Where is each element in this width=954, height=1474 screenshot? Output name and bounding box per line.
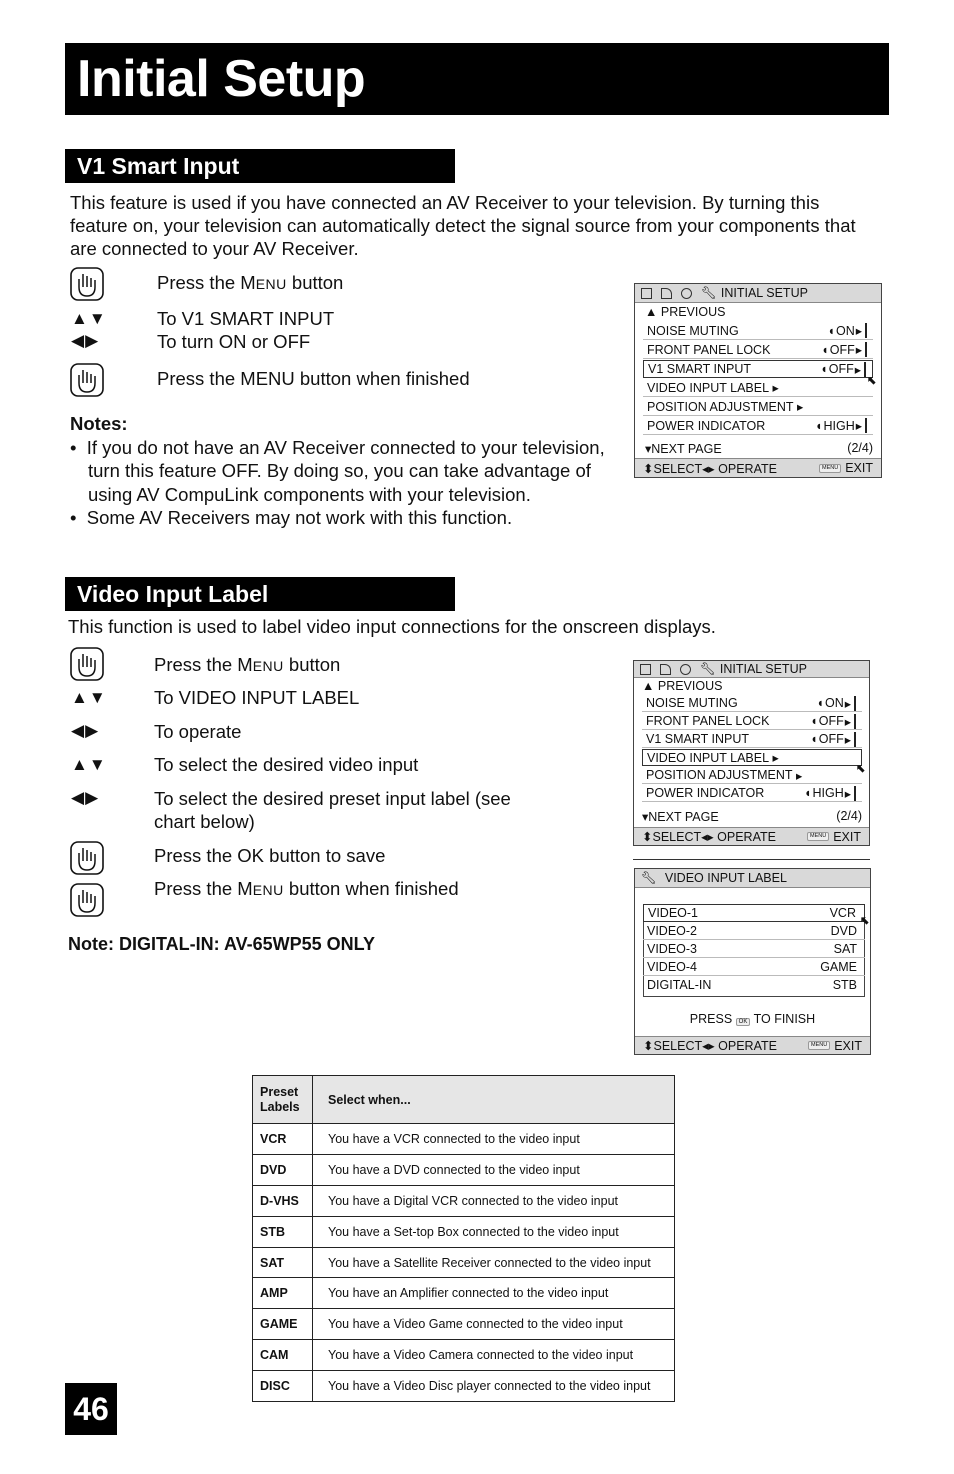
preset-labels-table: [252, 1075, 675, 1402]
osd-row-power-indicator: POWER INDICATOR ◖ HIGH ▸: [643, 417, 873, 435]
osd-row-noise-muting: NOISE MUTING ◖ ON ▸: [642, 695, 862, 712]
osd-next-page: ▾NEXT PAGE: [642, 810, 719, 824]
preset-label-cell: CAM: [253, 1340, 313, 1371]
osd-row-v1-smart-input: V1 SMART INPUT ◖ OFF ▸: [642, 731, 862, 748]
ok-button-chip: OK: [736, 1018, 751, 1026]
table-row: [253, 1247, 675, 1278]
press-ok-to-finish: PRESS OK TO FINISH: [689, 1012, 816, 1026]
preset-label-cell: GAME: [253, 1309, 313, 1340]
osd-footer: ⬍SELECT◂▸ OPERATE MENU EXIT: [634, 827, 869, 845]
up-down-arrows-icon: ▲▼: [71, 755, 107, 774]
osd-title: INITIAL SETUP: [719, 662, 807, 676]
osd-row-front-panel-lock: FRONT PANEL LOCK ◖ OFF ▸: [642, 713, 862, 730]
table-row: [253, 1185, 675, 1216]
table-row: [253, 1154, 675, 1185]
setup-icon: 🔧︎: [641, 870, 657, 885]
flag-icon: [661, 288, 672, 299]
ok-button-hand-icon: [70, 841, 104, 875]
tv-icon: [641, 288, 652, 299]
osd-previous: ▲ PREVIOUS: [645, 305, 726, 319]
table-header-row: [253, 1076, 675, 1124]
left-right-arrows-icon: ◀▶: [71, 331, 100, 350]
osd-footer: ⬍SELECT◂▸ OPERATE MENU EXIT: [635, 458, 881, 477]
table-row: [253, 1340, 675, 1371]
note-item: • Some AV Receivers may not work with this function.: [70, 506, 513, 528]
v1-step-toggle: To turn ON or OFF: [157, 331, 311, 352]
osd-row-noise-muting: NOISE MUTING ◖ ON ▸: [643, 322, 873, 340]
osd-video-input-label-menu: [634, 868, 871, 1055]
label-row: VIDEO-4 GAME: [643, 958, 865, 976]
label-row-video-1-selected: VIDEO-1 VCR: [643, 904, 865, 922]
note-item: • If you do not have an AV Receiver connected to your television, turn this feature OFF. By doing so, you can take advantage of using AV CompuLink components with your television.: [70, 437, 605, 505]
osd-header: [634, 661, 869, 678]
table-header-select-when: Select when...: [313, 1076, 675, 1124]
menu-button-chip: MENU: [819, 464, 841, 473]
osd-title: INITIAL SETUP: [720, 286, 808, 300]
menu-button-hand-icon: [70, 363, 104, 397]
vil-step-finish: Press the MENU button when finished: [154, 878, 459, 899]
label-row: DIGITAL-IN STB: [647, 978, 857, 992]
select-hint: ⬍SELECT◂▸ OPERATE: [642, 830, 776, 844]
page-title-bar: [65, 43, 889, 115]
osd-page-indicator: (2/4): [836, 809, 862, 823]
osd-next-page: ▾NEXT PAGE: [645, 442, 722, 456]
tv-icon: [640, 664, 651, 675]
v1-step-select-item: To V1 SMART INPUT: [157, 308, 335, 329]
osd-initial-setup-menu-2: [633, 660, 870, 846]
vil-step-select-item: To VIDEO INPUT LABEL: [154, 687, 360, 708]
select-when-cell: You have a Video Game connected to the video input: [313, 1309, 675, 1340]
v1-step-finish: Press the MENU button when finished: [157, 368, 470, 389]
osd-row-position-adjustment: POSITION ADJUSTMENT ▸: [643, 398, 873, 416]
table-row: [253, 1371, 675, 1402]
page-number: 46: [65, 1383, 117, 1435]
vil-step-operate: To operate: [154, 721, 242, 742]
osd-row-position-adjustment: POSITION ADJUSTMENT ▸: [642, 767, 862, 784]
menu-button-hand-icon: [70, 883, 104, 917]
table-row: [253, 1216, 675, 1247]
page-title: Initial Setup: [77, 50, 366, 108]
section-heading-v1-smart-input: V1 Smart Input: [65, 149, 455, 183]
preset-label-cell: VCR: [253, 1124, 313, 1155]
preset-label-cell: D-VHS: [253, 1185, 313, 1216]
select-when-cell: You have a Video Camera connected to the video input: [313, 1340, 675, 1371]
cursor-icon: ⬉: [860, 915, 870, 927]
vil-step-press-menu: Press the MENU button: [154, 654, 341, 675]
v1-step-press-menu: Press the MENU button: [157, 272, 344, 293]
osd-row-front-panel-lock: FRONT PANEL LOCK ◖ OFF ▸: [643, 341, 873, 359]
vil-intro-text: This function is used to label video input connections for the onscreen displays.: [68, 616, 716, 637]
select-when-cell: You have an Amplifier connected to the video input: [313, 1278, 675, 1309]
osd-page-indicator: (2/4): [847, 441, 873, 455]
menu-button-hand-icon: [70, 647, 104, 681]
select-when-cell: You have a Satellite Receiver connected to the video input: [313, 1247, 675, 1278]
menu-button-chip: MENU: [807, 832, 829, 841]
vil-step-select-label: To select the desired preset input label (see chart below): [154, 788, 511, 832]
notes-list: [70, 436, 610, 529]
flag-icon: [660, 664, 671, 675]
preset-label-cell: AMP: [253, 1278, 313, 1309]
vil-model-note: Note: DIGITAL-IN: AV-65WP55 ONLY: [68, 934, 376, 954]
label-row: VIDEO-3 SAT: [643, 940, 865, 958]
table-header-preset-labels: Preset Labels: [253, 1076, 313, 1124]
left-right-arrows-icon: ◀▶: [71, 721, 100, 740]
osd-footer: ⬍SELECT◂▸ OPERATE MENU EXIT: [635, 1036, 870, 1054]
table-row: [253, 1124, 675, 1155]
preset-label-cell: STB: [253, 1216, 313, 1247]
table-row: [253, 1309, 675, 1340]
osd-row-video-input-label: VIDEO INPUT LABEL ▸: [643, 379, 873, 397]
section-heading-video-input-label: Video Input Label: [65, 577, 455, 611]
osd-row-v1-smart-input-selected: V1 SMART INPUT ◖ OFF ▸: [643, 360, 873, 378]
select-when-cell: You have a Set-top Box connected to the video input: [313, 1216, 675, 1247]
osd-header: [635, 869, 870, 888]
osd-row-video-input-label-selected: VIDEO INPUT LABEL ▸: [642, 749, 862, 766]
select-when-cell: You have a DVD connected to the video input: [313, 1154, 675, 1185]
table-row: [253, 1278, 675, 1309]
preset-label-cell: DVD: [253, 1154, 313, 1185]
clock-icon: [680, 664, 691, 675]
osd-row-power-indicator: POWER INDICATOR ◖ HIGH ▸: [642, 785, 862, 802]
cursor-icon: ⬉: [856, 763, 866, 775]
up-down-arrows-icon: ▲▼: [71, 309, 107, 328]
menu-button-hand-icon: [70, 267, 104, 301]
clock-icon: [681, 288, 692, 299]
vil-step-select-input: To select the desired video input: [154, 754, 419, 775]
osd-initial-setup-menu-1: [634, 283, 882, 478]
label-row: VIDEO-2 DVD: [643, 922, 865, 940]
menu-button-chip: MENU: [808, 1041, 830, 1050]
osd-title: VIDEO INPUT LABEL: [664, 871, 787, 885]
preset-label-cell: SAT: [253, 1247, 313, 1278]
cursor-icon: ⬉: [867, 375, 877, 387]
osd-header: [635, 284, 881, 303]
select-when-cell: You have a Digital VCR connected to the video input: [313, 1185, 675, 1216]
v1-intro-text: This feature is used if you have connected an AV Receiver to your television. By turning this feature on, your television can automatically detect the signal source from your components that are connected to your AV Receiver.: [70, 192, 856, 259]
up-down-arrows-icon: ▲▼: [71, 688, 107, 707]
setup-icon: 🔧︎: [700, 661, 716, 676]
select-when-cell: You have a VCR connected to the video input: [313, 1124, 675, 1155]
osd-previous: ▲ PREVIOUS: [642, 679, 723, 693]
vil-step-save: Press the OK button to save: [154, 845, 386, 866]
preset-label-cell: DISC: [253, 1371, 313, 1402]
select-when-cell: You have a Video Disc player connected to the video input: [313, 1371, 675, 1402]
select-hint: ⬍SELECT◂▸ OPERATE: [643, 1039, 777, 1053]
setup-icon: 🔧︎: [701, 285, 717, 300]
select-hint: ⬍SELECT◂▸ OPERATE: [643, 461, 777, 476]
left-right-arrows-icon: ◀▶: [71, 788, 100, 807]
divider: [633, 859, 870, 860]
notes-title: Notes:: [70, 413, 128, 434]
